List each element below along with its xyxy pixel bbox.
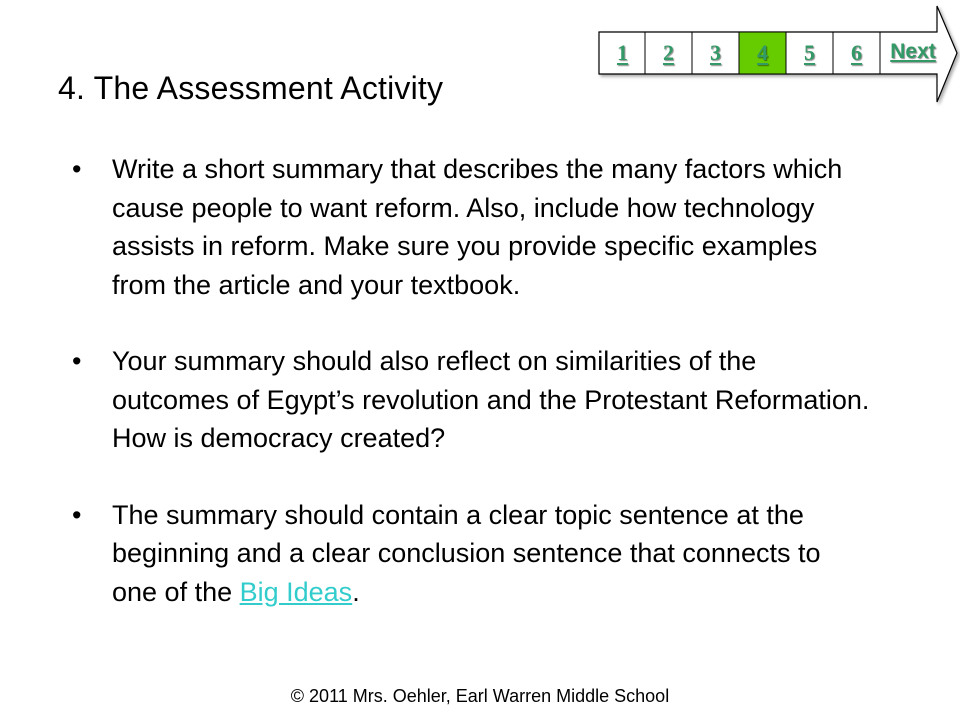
- bullet-text: The summary should contain a clear topic sentence at the beginning and a clear conclusion sentence that connects to one of the: [112, 499, 821, 607]
- bullet-dot-icon: •: [72, 499, 82, 530]
- bullet-list: [72, 150, 872, 611]
- nav-page-2-link[interactable]: 2: [663, 40, 674, 65]
- slide-title: 4. The Assessment Activity: [58, 70, 444, 106]
- bullet-text-end: .: [352, 576, 360, 607]
- bullet-item-similarities: [72, 342, 872, 458]
- copyright-footer: © 2011 Mrs. Oehler, Earl Warren Middle School: [290, 686, 670, 706]
- bullet-item-structure: [72, 496, 872, 612]
- bullet-dot-icon: •: [72, 346, 82, 376]
- bullet-dot-icon: •: [72, 154, 82, 184]
- nav-page-1-link[interactable]: 1: [617, 40, 628, 65]
- big-ideas-link[interactable]: Big Ideas: [239, 576, 353, 607]
- bullet-text: Your summary should also reflect on similarities of the outcomes of Egypt’s revolution and the Protestant Reformation. How is democracy created?: [112, 346, 870, 453]
- bullet-item-factors: [72, 150, 872, 304]
- next-link[interactable]: Next: [890, 40, 936, 63]
- nav-page-3-link[interactable]: 3: [710, 40, 721, 65]
- nav-page-4-link[interactable]: 4: [757, 40, 768, 65]
- nav-page-5-link[interactable]: 5: [804, 40, 815, 65]
- nav-page-6-link[interactable]: 6: [851, 40, 862, 65]
- bullet-text: Write a short summary that describes the many factors which cause people to want reform. Also, include how technology assists in reform. Make sure you provide specific examples from the article and your textbook.: [112, 154, 843, 300]
